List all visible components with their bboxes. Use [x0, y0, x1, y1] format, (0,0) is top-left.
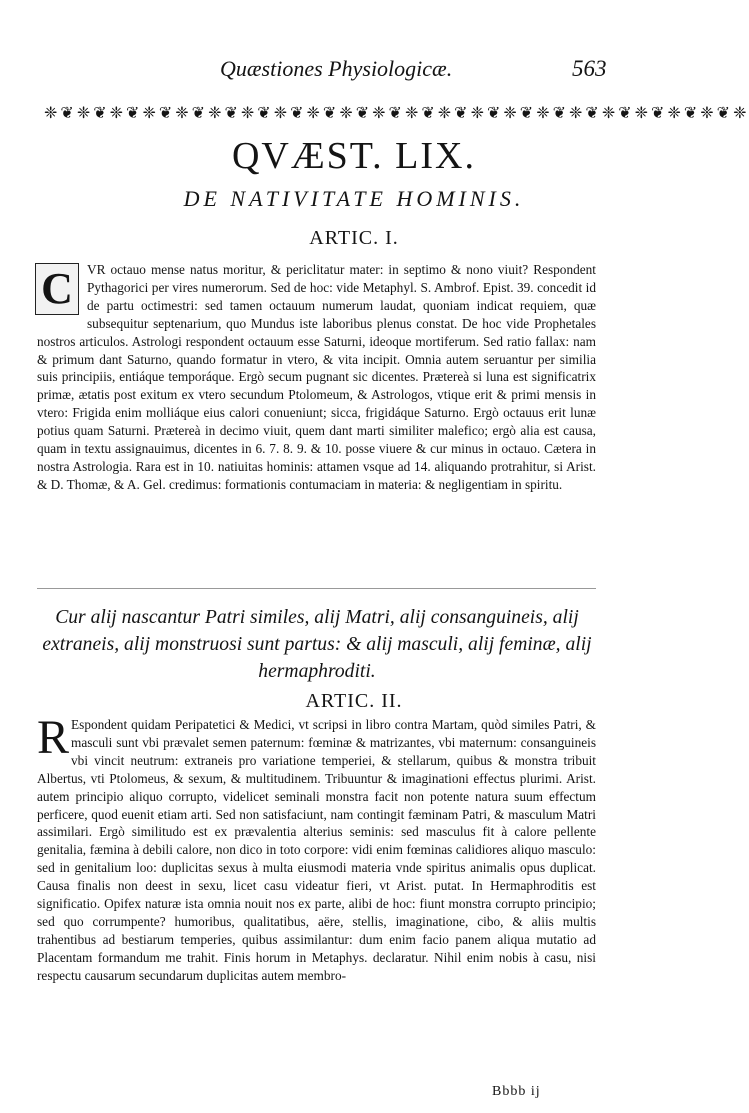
article-1-body: VR octauo mense natus moritur, & periclitatur mater: in septimo & nono viuit? Respondent Pythagorici per vires numerorum. Sed de hoc: vide Metaphyl. S. Ambrof. Epist. 39. concedit id de partu octimestri: sed tamen octauum numerum laudat, quoniam indicat requiem, quæ subsequitur septenarium, quo Mundus iste laboribus plenus constat. De hoc vide Prophetales nostros articulos. Astrologi respondent octauum esse Saturni, ideoque mortiferum. Sed ratio fallax: nam & primum dant Saturno, quando formatur in vtero, & vita incipit. Omnia autem seruantur per similia suis principiis, entiáque temporáque. Ergò secum pugnant sic dicentes. Prætereà si luna est significatrix primæ, ætatis post exitum ex vtero secundum Ptolomeum, & Astrologos, vtique erit & primi mensis in vtero: Frigida enim molliáque eius calori conueniunt; sicca, frigidáque Saturno. Ergò octauus erit lunæ potius quam Saturni. Prætereà in decimo viuit, quem dant marti similiter malefico; ergò alia est causa, quam in textu assignauimus, dicentes in 6. 7. 8. 9. & 10. posse viuere & cur minus in octauo. Cætera in nostra Astrologia. Rara est in 10. natiuitas hominis: attamen vsque ad 14. aliquando protrahitur, si Arist. & D. Thomæ, & A. Gel. credimus: formationis contumaciam in materia: & negligentiam in spiritu. — [37, 262, 596, 492]
ornamental-band: ❈❦❈❦❈❦❈❦❈❦❈❦❈❦❈❦❈❦❈❦❈❦❈❦❈❦❈❦❈❦❈❦❈❦❈❦❈❦❈❦❈❦❈ — [44, 105, 749, 122]
large-initial: R — [37, 711, 70, 764]
decorated-initial: C — [35, 263, 79, 315]
article-2-title: Cur alij nascantur Patri similes, alij Matri, alij consanguineis, alij extraneis, alij monstruosi sunt partus: & alij masculi, alij feminæ, alij hermaphroditi. — [42, 607, 592, 682]
running-head: Quæstiones Physiologicæ. — [220, 56, 453, 81]
question-title: QVÆST. LIX. — [231, 135, 476, 177]
section-divider — [37, 588, 596, 589]
page-number: 563 — [572, 56, 607, 81]
signature-mark: Bbbb ij — [492, 1084, 541, 1099]
article-2-heading: ARTIC. II. — [305, 690, 403, 712]
article-1-text — [37, 261, 596, 494]
question-subtitle: DE NATIVITATE HOMINIS. — [183, 186, 525, 211]
article-2-body: Espondent quidam Peripatetici & Medici, vt scripsi in libro contra Martam, quòd similes Patri, & masculi sunt vbi prævalet semen paternum: fœminæ & matrizantes, vbi maternum: consanguineis vbi vincit neutrum: extraneis pro variatione temperiei, & stellarum, quibus & monstra tribuit Albertus, vti Ptolomeus, & sexum, & multitudinem. Tribuuntur & imaginationi effectus plurimi. Arist. autem principio aliquo corrupto, videlicet seminali monstra facit non potente natura suum effectum perficere, quod euenit etiam arti. Sed non satisfaciunt, nam contingit fæminam Patri, & masculum Matri assimilari. Ergò similitudo est ex prævalentia alterius seminis: sed masculus fit à calore pellente genitalia, fæmina à debili calore, non dico in toto corpore: vidi enim fœminas calidiores aliquo masculo: sed in genitalium loo: duplicitas sexus à multa eiusmodi materia vnde spiritus animalis opus duplicat. Causa finalis non deest in sexu, licet casu videatur fieri, vt Arist. putat. In Hermaphroditis est significatio. Opifex naturæ ista omnia nouit nos ex parte, alibi de hoc: fiunt monstra corrupto principio; sed quo corrumpente? humoribus, qualitatibus, aëre, stellis, imaginatione, cibo, & aliis multis trahentibus ad bestiarum temperies, quibus assimilantur: dum enim facio panem aliqua mutatio ad Placentam formandum me trahit. Finis horum in Metaphys. declaratur. Nihil enim nobis à casu, nisi respectu causarum secundarum duplicitas autem membro- — [37, 717, 596, 983]
article-2-text — [37, 711, 596, 985]
article-1-heading: ARTIC. I. — [309, 227, 399, 249]
